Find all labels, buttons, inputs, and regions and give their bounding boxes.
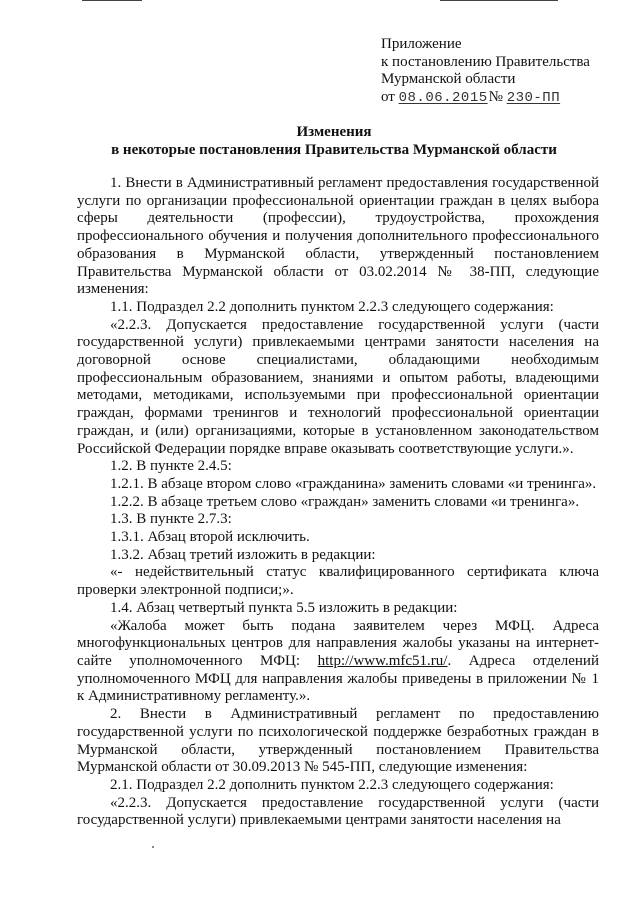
resolution-number: 230-ПП	[506, 89, 561, 106]
document-body	[77, 175, 599, 830]
appendix-label: Приложение	[381, 36, 462, 52]
paragraph: 1.2.1. В абзаце втором слово «гражданина» заменить словами «и тренинга».	[110, 475, 597, 492]
resolution-date: 08.06.2015	[398, 89, 488, 106]
paragraph: 1.2. В пункте 2.4.5:	[110, 458, 232, 475]
paragraph: 2.1. Подраздел 2.2 дополнить пунктом 2.2.3 следующего содержания:	[110, 776, 554, 793]
appendix-header	[381, 36, 590, 107]
title-line-1: Изменения	[296, 124, 372, 140]
paragraph: «2.2.3. Допускается предоставление государственной услуги (части государственной услуги) привлекаемыми центрами занятости населения на	[77, 794, 599, 829]
paragraph: 1.3. В пункте 2.7.3:	[110, 511, 232, 528]
paragraph-text: «Жалоба может быть подана заявителем через МФЦ. Адреса многофункциональных центров для направления жалобы указаны на интернет-сайте уполномоченного МФЦ:	[77, 617, 599, 669]
number-sign: №	[488, 88, 503, 105]
paragraph: 1.3.1. Абзац второй исключить.	[110, 529, 310, 546]
scan-edge-mark	[440, 0, 558, 1]
title-line-2: в некоторые постановления Правительства Мурманской области	[111, 142, 557, 158]
paragraph: 2. Внести в Административный регламент по предоставлению государственной услуги по психологической поддержке безработных граждан в Мурманской области, утвержденный постановлением Правительства Мурманской области от 30.09.2013 № 545-ПП, следующие изменения:	[77, 706, 599, 776]
paragraph: 1.4. Абзац четвертый пункта 5.5 изложить в редакции:	[110, 599, 458, 616]
paragraph: 1.2.2. В абзаце третьем слово «граждан» заменить словами «и тренинга».	[110, 493, 580, 510]
document-title	[70, 123, 598, 159]
scan-edge-mark	[82, 0, 142, 1]
appendix-region: Мурманской области	[381, 71, 516, 87]
paragraph: 1.3.2. Абзац третий изложить в редакции:	[110, 546, 376, 563]
date-prefix: от	[381, 88, 395, 105]
appendix-resolution: к постановлению Правительства	[381, 53, 590, 70]
paragraph: 1.1. Подраздел 2.2 дополнить пунктом 2.2.3 следующего содержания:	[110, 298, 554, 315]
mfc-website-link[interactable]: http://www.mfc51.ru/	[317, 652, 448, 669]
scan-dust-mark	[152, 846, 154, 848]
paragraph: «- недействительный статус квалифицированного сертификата ключа проверки электронной подписи;».	[77, 564, 599, 599]
paragraph	[77, 618, 599, 707]
appendix-date-line	[381, 89, 590, 108]
paragraph-text: . Адреса отделений уполномоченного МФЦ для направления жалобы приведены в приложении № 1 к Административному регламенту.».	[77, 652, 599, 705]
paragraph: «2.2.3. Допускается предоставление государственной услуги (части государственной услуги) привлекаемыми центрами занятости населения на договорной основе специалистами, обладающими необходимым профессиональным образованием, знаниями и опытом работы, владеющими методами, методиками, используемыми при профессиональной ориентации граждан, формами тренингов и технологий профессиональной ориентации граждан, и (или) организациями, которые в установленном законодательством Российской Федерации порядке вправе оказывать соответствующие услуги.».	[77, 316, 599, 457]
paragraph: 1. Внести в Административный регламент предоставления государственной услуги по организации профессиональной ориентации граждан в целях выбора сферы деятельности (профессии), трудоустройства, прохождения профессионального обучения и получения дополнительного профессионального образования в Мурманской области, утвержденный постановлением Правительства Мурманской области от 03.02.2014 № 38-ПП, следующие изменения:	[77, 175, 599, 298]
